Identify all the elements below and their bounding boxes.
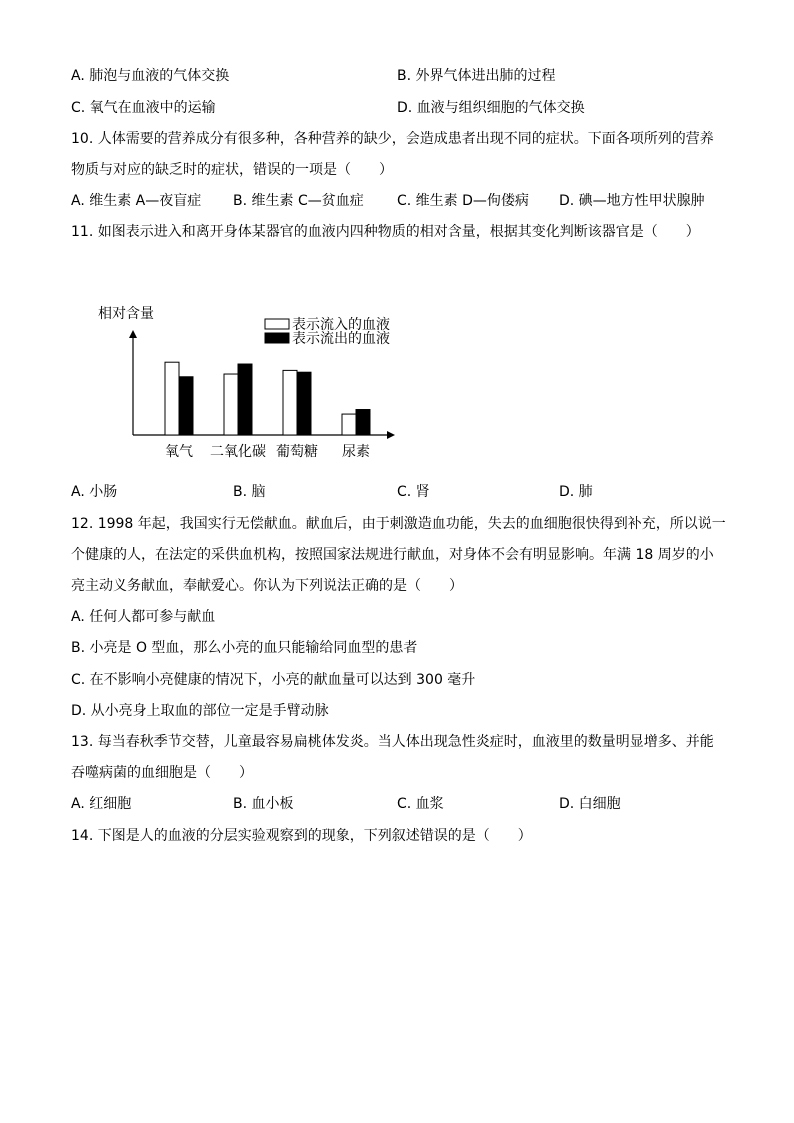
chart-legend bbox=[265, 316, 390, 347]
x-tick-label: 葡萄糖 bbox=[276, 444, 318, 460]
q10-option-b: B. 维生素 C—贫血症 bbox=[233, 193, 364, 209]
chart-ylabel: 相对含量 bbox=[98, 306, 154, 322]
q13-option-c: C. 血浆 bbox=[397, 796, 444, 812]
q12-stem-line2: 个健康的人，在法定的采供血机构，按照国家法规进行献血，对身体不会有明显影响。年满 18 周岁的小 bbox=[71, 547, 714, 563]
x-tick-label: 尿素 bbox=[342, 444, 370, 460]
q11-option-b: B. 脑 bbox=[233, 484, 266, 500]
q10-stem-line1: 10. 人体需要的营养成分有很多种，各种营养的缺少，会造成患者出现不同的症状。下面各项所列的营养 bbox=[71, 131, 714, 147]
q9-option-d: D. 血液与组织细胞的气体交换 bbox=[397, 100, 585, 116]
q13-option-d: D. 白细胞 bbox=[559, 796, 621, 812]
y-axis-arrow-icon bbox=[129, 330, 137, 338]
bar-inflow-3 bbox=[342, 414, 356, 435]
q13-option-b: B. 血小板 bbox=[233, 796, 294, 812]
legend-swatch-0 bbox=[265, 319, 289, 329]
legend-label-1: 表示流出的血液 bbox=[292, 331, 390, 347]
bar-inflow-2 bbox=[283, 370, 297, 435]
legend-swatch-1 bbox=[265, 333, 289, 343]
bar-inflow-0 bbox=[165, 362, 179, 435]
q10-option-d: D. 碘—地方性甲状腺肿 bbox=[559, 193, 705, 209]
q9-option-b: B. 外界气体进出肺的过程 bbox=[397, 68, 556, 84]
q14-stem: 14. 下图是人的血液的分层实验观察到的现象，下列叙述错误的是（ ） bbox=[71, 828, 532, 844]
bar-outflow-3 bbox=[356, 410, 370, 435]
q11-bar-chart bbox=[85, 300, 415, 462]
q12-option-a: A. 任何人都可参与献血 bbox=[71, 609, 216, 625]
q13-stem-line1: 13. 每当春秋季节交替，儿童最容易扁桃体发炎。当人体出现急性炎症时，血液里的数量明显增多、并能 bbox=[71, 734, 714, 750]
bar-outflow-1 bbox=[238, 364, 252, 435]
q9-option-c: C. 氧气在血液中的运输 bbox=[71, 100, 216, 116]
q12-stem-line1: 12. 1998 年起，我国实行无偿献血。献血后，由于刺激造血功能，失去的血细胞很快得到补充，所以说一 bbox=[71, 516, 726, 532]
x-tick-label: 二氧化碳 bbox=[210, 444, 266, 460]
q12-option-c: C. 在不影响小亮健康的情况下，小亮的献血量可以达到 300 毫升 bbox=[71, 672, 476, 688]
q10-stem-line2: 物质与对应的缺乏时的症状，错误的一项是（ ） bbox=[71, 162, 393, 178]
q10-option-c: C. 维生素 D—佝偻病 bbox=[397, 193, 529, 209]
q11-option-d: D. 肺 bbox=[559, 484, 593, 500]
q13-option-a: A. 红细胞 bbox=[71, 796, 132, 812]
bar-inflow-1 bbox=[224, 374, 238, 435]
q12-stem-line3: 亮主动义务献血，奉献爱心。你认为下列说法正确的是（ ） bbox=[71, 578, 463, 594]
q10-option-a: A. 维生素 A—夜盲症 bbox=[71, 193, 202, 209]
bar-outflow-2 bbox=[297, 372, 311, 435]
q11-option-a: A. 小肠 bbox=[71, 484, 118, 500]
q12-option-d: D. 从小亮身上取血的部位一定是手臂动脉 bbox=[71, 703, 329, 719]
q12-option-b: B. 小亮是 O 型血，那么小亮的血只能输给同血型的患者 bbox=[71, 640, 418, 656]
chart-x-labels bbox=[165, 443, 370, 460]
bar-outflow-0 bbox=[179, 377, 193, 435]
q11-stem: 11. 如图表示进入和离开身体某器官的血液内四种物质的相对含量，根据其变化判断该器官是（ ） bbox=[71, 224, 700, 240]
q11-option-c: C. 肾 bbox=[397, 484, 430, 500]
legend-label-0: 表示流入的血液 bbox=[292, 317, 390, 333]
q13-stem-line2: 吞噬病菌的血细胞是（ ） bbox=[71, 765, 253, 781]
q9-option-a: A. 肺泡与血液的气体交换 bbox=[71, 68, 230, 84]
x-axis-arrow-icon bbox=[387, 431, 395, 439]
chart-bars bbox=[165, 362, 370, 435]
x-tick-label: 氧气 bbox=[165, 444, 193, 460]
